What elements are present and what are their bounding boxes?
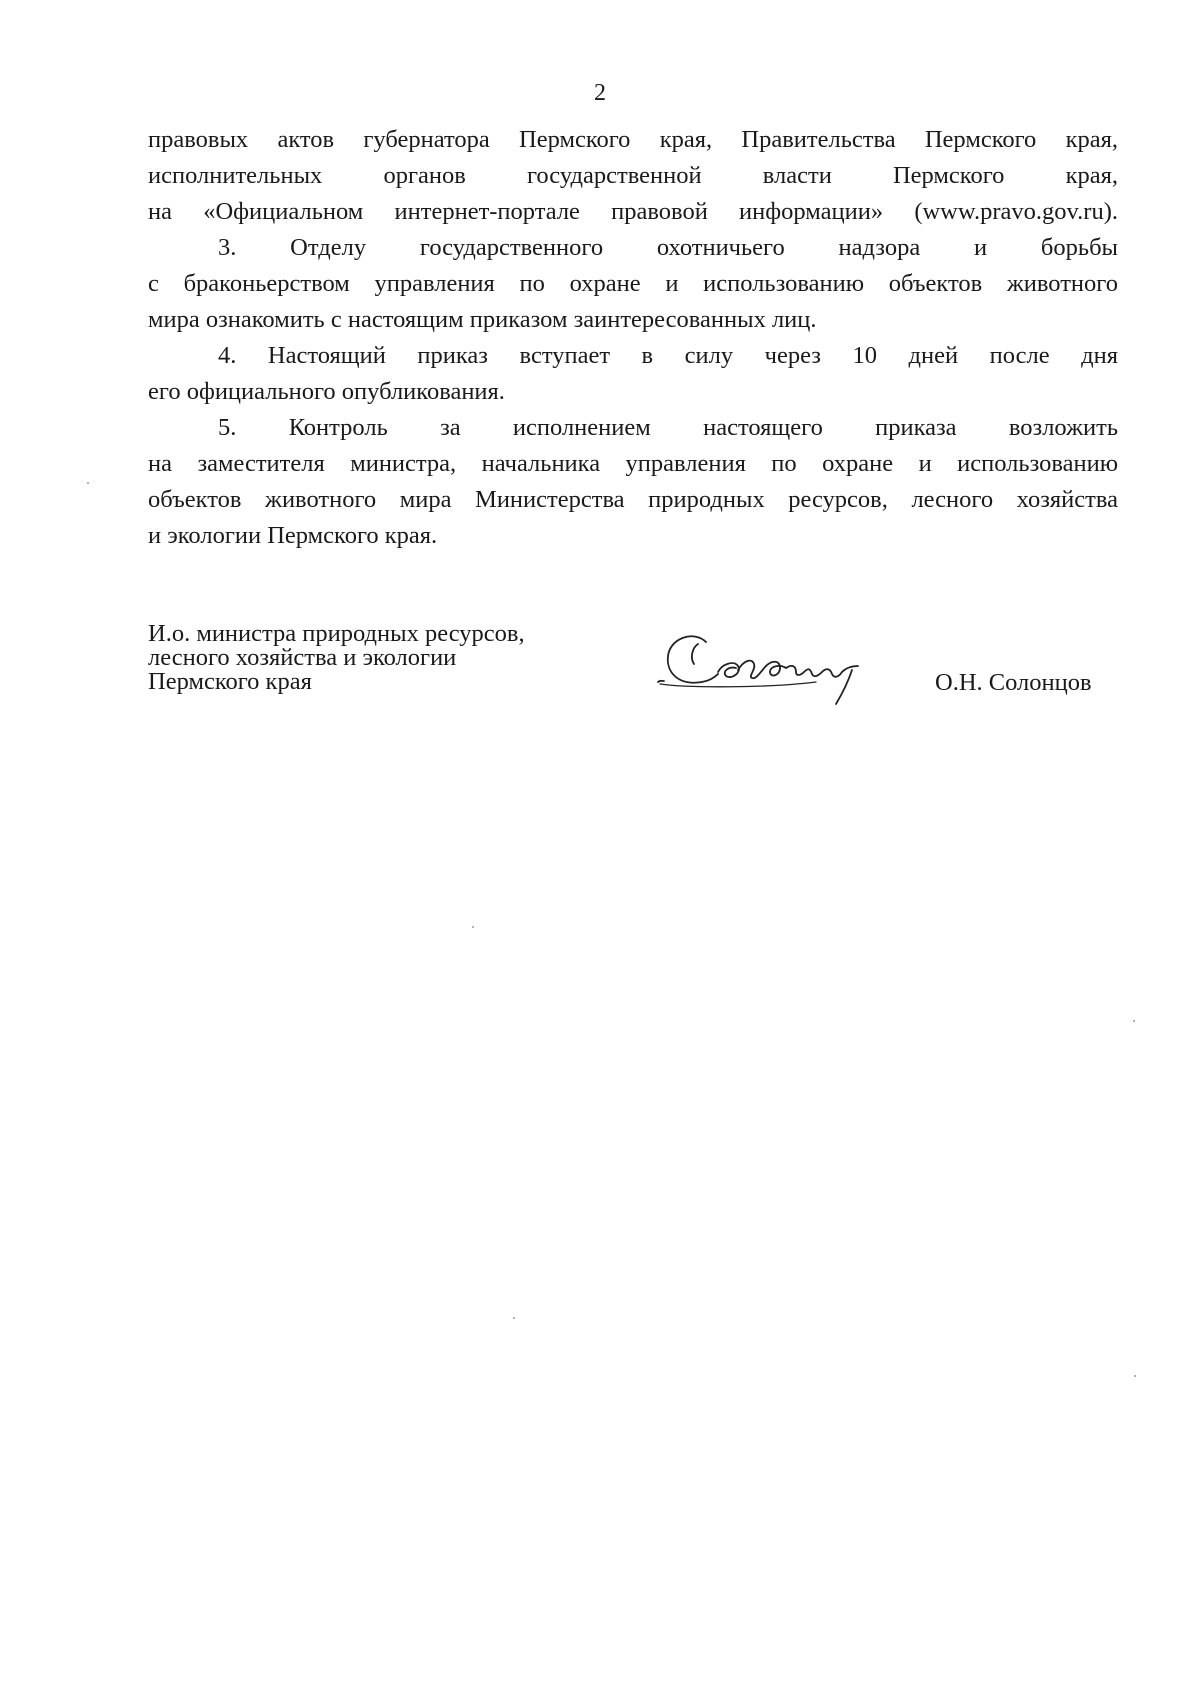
text-line: 3. Отделу государственного охотничьего надзора и борьбы	[218, 234, 1118, 261]
text-line: на заместителя министра, начальника управления по охране и использованию	[148, 450, 1118, 477]
paragraph-item-4	[148, 338, 1118, 410]
text-line: и экологии Пермского края.	[148, 522, 438, 549]
text-line: 4. Настоящий приказ вступает в силу через 10 дней после дня	[218, 342, 1118, 369]
text-line: на «Официальном интернет-портале правовой информации» (www.pravo.gov.ru).	[148, 198, 1118, 225]
text-line: 5. Контроль за исполнением настоящего приказа возложить	[218, 414, 1118, 441]
text-line: объектов животного мира Министерства природных ресурсов, лесного хозяйства	[148, 486, 1118, 513]
scan-speck	[513, 1317, 515, 1319]
page-number: 2	[594, 80, 606, 106]
signatory-title	[148, 622, 608, 694]
paragraph-item-3	[148, 230, 1118, 338]
text-line: исполнительных органов государственной власти Пермского края,	[148, 162, 1118, 189]
text-line: его официального опубликования.	[148, 378, 505, 405]
scan-speck	[1133, 1020, 1135, 1022]
scan-speck	[87, 482, 89, 484]
signatory-title-line: Пермского края	[148, 668, 312, 695]
signatory-title-line: лесного хозяйства и экологии	[148, 644, 457, 671]
signatory-title-line: И.о. министра природных ресурсов,	[148, 620, 525, 647]
paragraph-continuation	[148, 122, 1118, 230]
scan-speck	[1134, 1375, 1136, 1377]
scan-speck	[472, 926, 474, 928]
text-line: мира ознакомить с настоящим приказом заинтересованных лиц.	[148, 306, 817, 333]
text-line: с браконьерством управления по охране и использованию объектов животного	[148, 270, 1118, 297]
paragraph-item-5	[148, 410, 1118, 554]
document-body	[148, 122, 1118, 554]
text-line: правовых актов губернатора Пермского края, Правительства Пермского края,	[148, 126, 1118, 153]
handwritten-signature	[648, 624, 888, 710]
signer-name: О.Н. Солонцов	[935, 669, 1092, 696]
